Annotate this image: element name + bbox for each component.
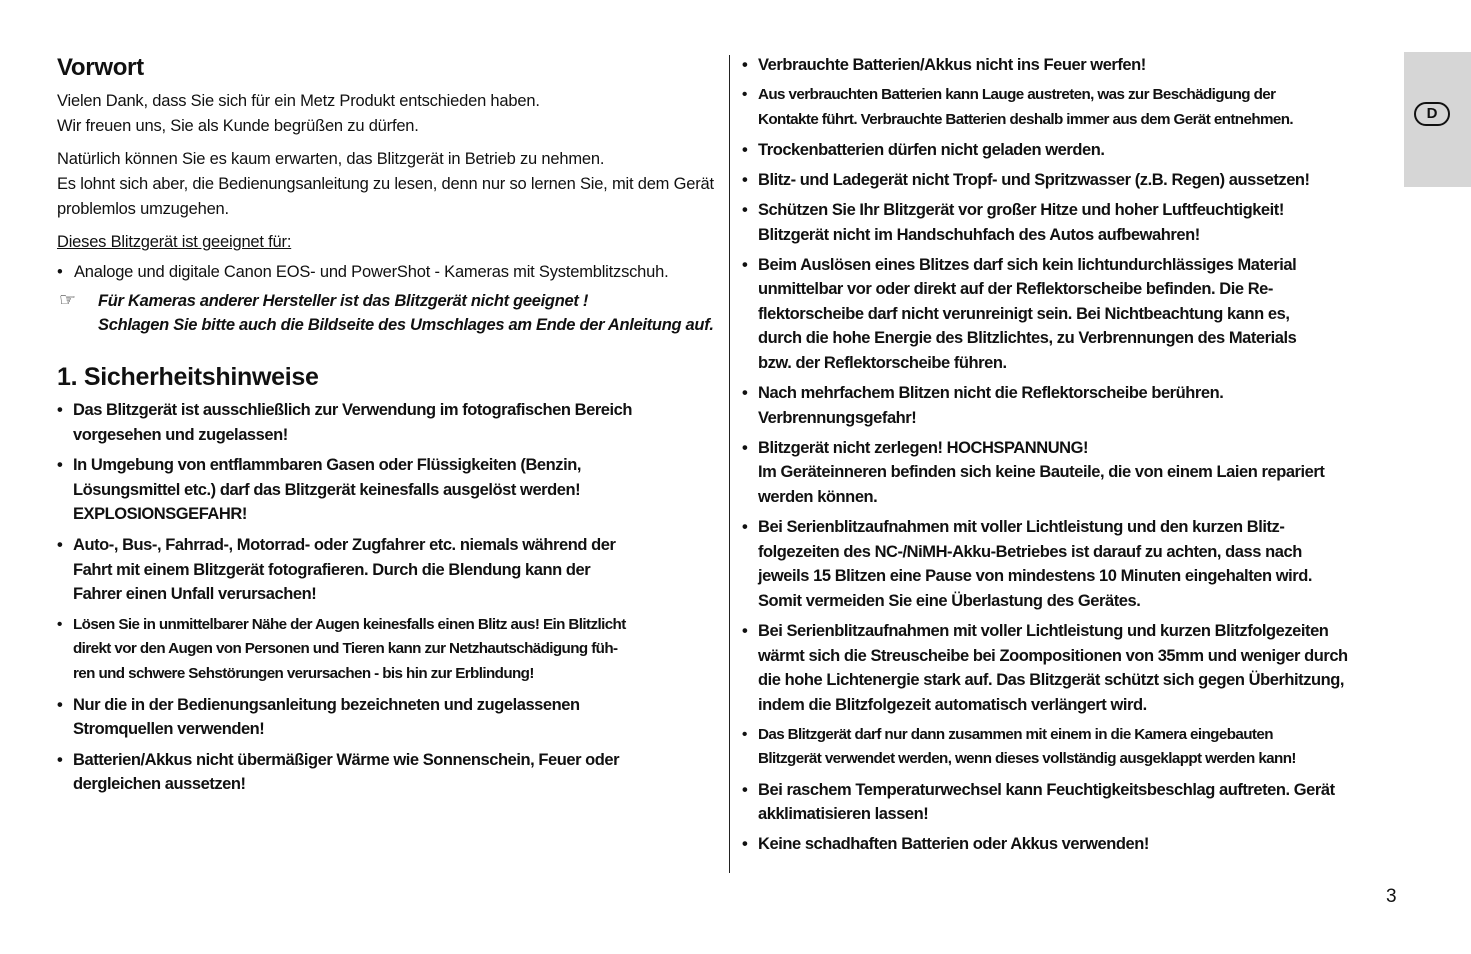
intro-paragraph-2: Natürlich können Sie es kaum erwarten, das Blitzgerät in Betrieb zu nehmen. Es lohnt sich aber, die Bedienungsanleitung zu lesen, denn nur so lernen Sie, mit dem Gerät problemlos umzugehen.	[57, 150, 714, 218]
foreword-heading: Vorwort	[57, 54, 144, 81]
right-column	[742, 53, 1404, 862]
safety-list-right	[742, 53, 1404, 857]
safety-item: • Auto-, Bus-, Fahrrad-, Motorrad- oder Zugfahrer etc. niemals während der Fahrt mit einem Blitzgerät fotografieren. Durch die Blendung kann der Fahrer einen Unfall verursachen!	[57, 533, 717, 607]
safety-item: • Keine schadhaften Batterien oder Akkus verwenden!	[742, 832, 1404, 857]
safety-section-heading: 1. Sicherheitshinweise	[57, 363, 319, 391]
safety-item: • Nur die in der Bedienungsanleitung bezeichneten und zugelassenen Stromquellen verwenden!	[57, 693, 717, 742]
suitable-label: Dieses Blitzgerät ist geeignet für:	[57, 233, 292, 251]
safety-item: • Verbrauchte Batterien/Akkus nicht ins Feuer werfen!	[742, 53, 1404, 78]
left-column	[57, 52, 717, 803]
safety-item: • Schützen Sie Ihr Blitzgerät vor großer Hitze und hoher Luftfeuchtigkeit! Blitzgerät nicht im Handschuhfach des Autos aufbewahren!	[742, 198, 1404, 247]
safety-item: • Nach mehrfachem Blitzen nicht die Reflektorscheibe berühren. Verbrennungsgefahr!	[742, 381, 1404, 430]
safety-item: • Bei Serienblitzaufnahmen mit voller Lichtleistung und kurzen Blitzfolgezeiten wärmt sich die Streuscheibe bei Zoompositionen von 35mm und weniger durch die hohe Lichtenergie stark auf. Das Blitzgerät schützt sich gegen Überhitzung, indem die Blitzfolgezeit automatisch verlängert wird.	[742, 619, 1404, 717]
safety-item: • Blitz- und Ladegerät nicht Tropf- und Spritzwasser (z.B. Regen) aussetzen!	[742, 168, 1404, 193]
safety-item: • Aus verbrauchten Batterien kann Lauge austreten, was zur Beschädigung der Kontakte führt. Verbrauchte Batterien deshalb immer aus dem Gerät entnehmen.	[742, 83, 1404, 132]
suitable-list	[57, 260, 717, 285]
language-badge: D	[1414, 102, 1450, 126]
safety-item: • Batterien/Akkus nicht übermäßiger Wärme wie Sonnenschein, Feuer oder dergleichen aussetzen!	[57, 748, 717, 797]
safety-item: • Das Blitzgerät ist ausschließlich zur Verwendung im fotografischen Bereich vorgesehen und zugelassen!	[57, 398, 717, 447]
note-text: Für Kameras anderer Hersteller ist das Blitzgerät nicht geeignet ! Schlagen Sie bitte auch die Bildseite des Umschlages am Ende der Anleitung auf.	[98, 292, 714, 334]
safety-item: • Blitzgerät nicht zerlegen! HOCHSPANNUNG! Im Geräteinneren befinden sich keine Bauteile, die von einem Laien repariert werden können.	[742, 436, 1404, 510]
camera-note	[57, 289, 717, 337]
safety-item: • Trockenbatterien dürfen nicht geladen werden.	[742, 138, 1404, 163]
pointing-hand-icon: ☞	[59, 290, 76, 311]
safety-item: • In Umgebung von entflammbaren Gasen oder Flüssigkeiten (Benzin, Lösungsmittel etc.) darf das Blitzgerät keinesfalls ausgelöst werden! EXPLOSIONSGEFAHR!	[57, 453, 717, 527]
intro-paragraph-1: Vielen Dank, dass Sie sich für ein Metz Produkt entschieden haben. Wir freuen uns, Sie als Kunde begrüßen zu dürfen.	[57, 92, 540, 135]
page-number: 3	[1386, 886, 1397, 907]
suitable-item: • Analoge und digitale Canon EOS- und PowerShot - Kameras mit Systemblitzschuh.	[57, 260, 717, 285]
safety-item: • Bei Serienblitzaufnahmen mit voller Lichtleistung und den kurzen Blitz- folgezeiten des NC-/NiMH-Akku-Betriebes ist darauf zu achten, dass nach jeweils 15 Blitzen eine Pause von mindestens 10 Minuten eingehalten wird. Somit vermeiden Sie eine Überlastung des Gerätes.	[742, 515, 1404, 613]
safety-item: • Beim Auslösen eines Blitzes darf sich kein lichtundurchlässiges Material unmittelbar vor oder direkt auf der Reflektorscheibe befinden. Die Re- flektorscheibe darf nicht verunreinigt sein. Bei Nichtbeachtung kann es, durch die hohe Energie des Blitzlichtes, zu Verbrennungen des Materials bzw. der Reflektorscheibe führen.	[742, 253, 1404, 376]
column-divider	[729, 55, 730, 873]
safety-item: • Bei raschem Temperaturwechsel kann Feuchtigkeitsbeschlag auftreten. Gerät akklimatisieren lassen!	[742, 778, 1404, 827]
safety-item: • Lösen Sie in unmittelbarer Nähe der Augen keinesfalls einen Blitz aus! Ein Blitzlicht direkt vor den Augen von Personen und Tieren kann zur Netzhautschädigung füh- ren und schwere Sehstörungen verursachen - bis hin zur Erblindung!	[57, 613, 717, 687]
safety-list-left	[57, 398, 717, 797]
safety-item: • Das Blitzgerät darf nur dann zusammen mit einem in die Kamera eingebauten Blitzgerät verwendet werden, wenn dieses vollständig ausgeklappt werden kann!	[742, 723, 1404, 772]
